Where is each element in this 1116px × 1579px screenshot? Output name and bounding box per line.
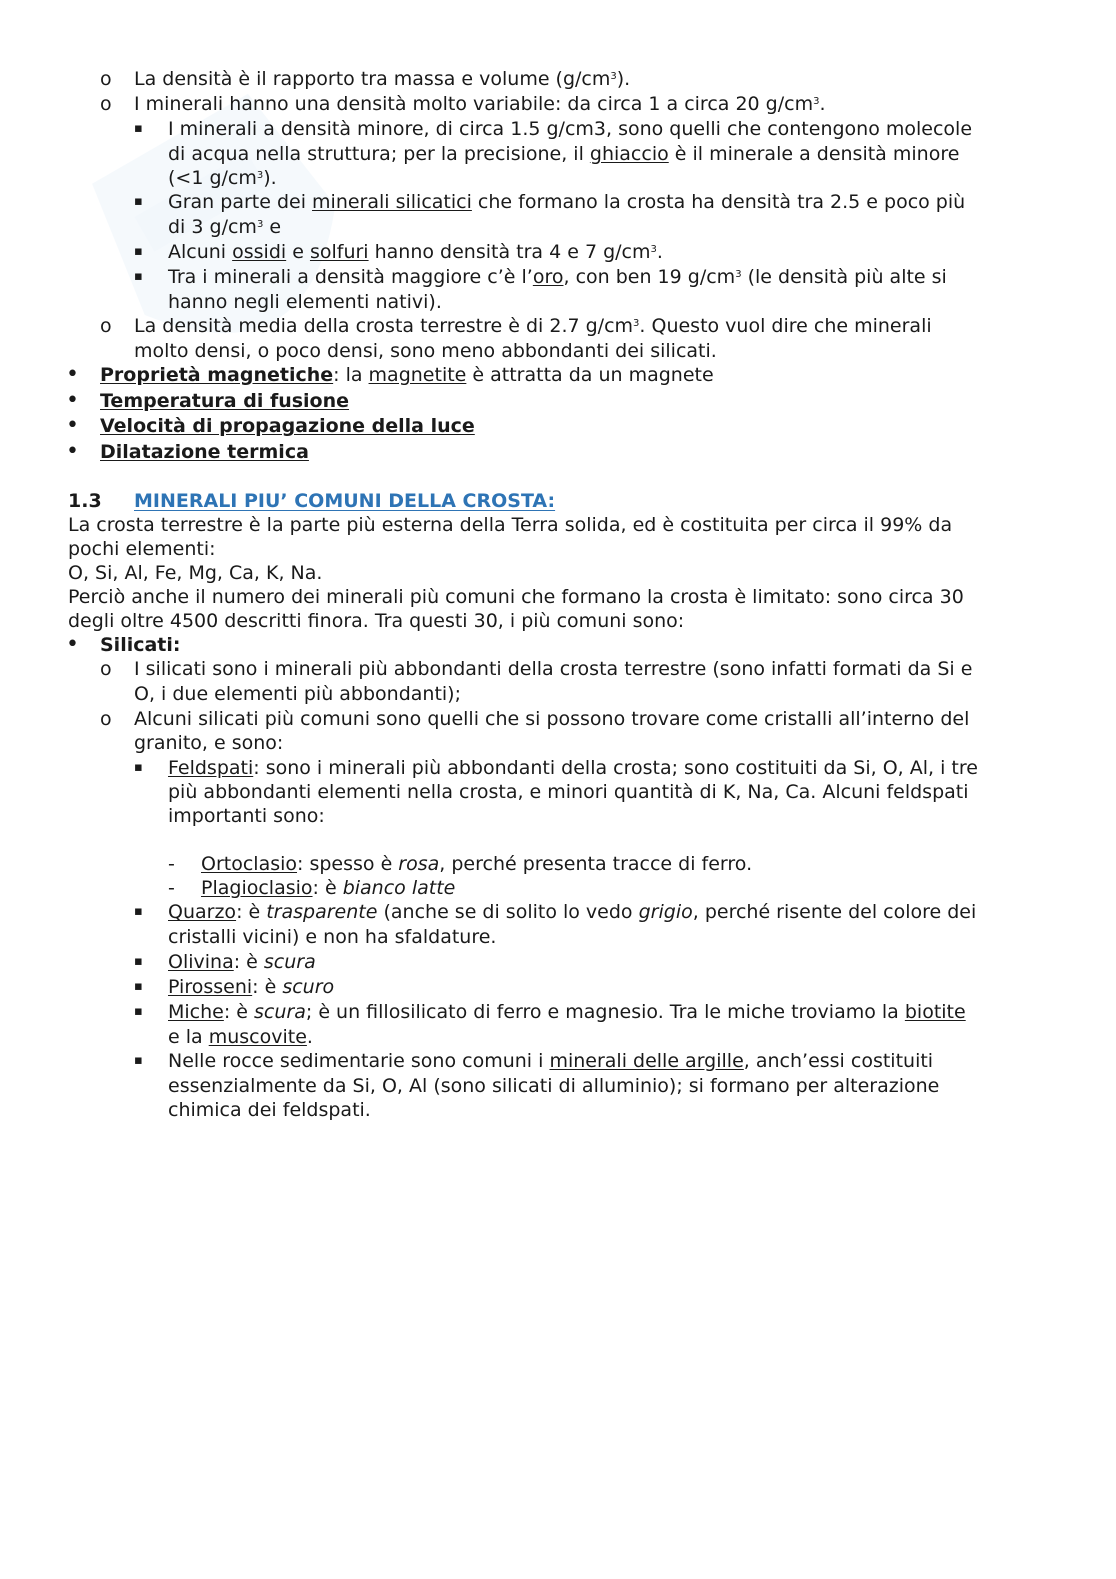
property-item: Temperatura di fusione — [100, 390, 350, 412]
bullet-marker: • — [66, 439, 79, 464]
square-bullet-marker: ▪ — [134, 244, 143, 259]
square-bullet-marker: ▪ — [134, 760, 143, 775]
list-item: Miche: è scura; è un fillosilicato di ferro e magnesio. Tra le miche troviamo la biotite — [168, 1001, 966, 1023]
list-item-continuation: granito, e sono: — [134, 732, 284, 754]
list-item: Tra i minerali a densità maggiore c’è l’oro, con ben 19 $g/cm^3$ (le densità più alte si — [168, 266, 947, 288]
square-bullet-marker: ▪ — [134, 979, 143, 994]
bullet-marker: • — [66, 362, 79, 387]
list-item: I minerali a densità minore, di circa 1.5 g/cm3, sono quelli che contengono molecole — [168, 118, 973, 140]
list-item: Ortoclasio: spesso è rosa, perché presenta tracce di ferro. — [201, 853, 753, 875]
bullet-marker: • — [66, 413, 79, 438]
paragraph-line: pochi elementi: — [68, 538, 216, 560]
property-item: Velocità di propagazione della luce — [100, 415, 475, 437]
list-item: Alcuni ossidi e solfuri hanno densità tra 4 e 7 $g/cm^3$. — [168, 241, 663, 263]
list-item-continuation: molto densi, o poco densi, sono meno abbondanti dei silicati. — [134, 340, 717, 362]
list-item-continuation: hanno negli elementi nativi). — [168, 291, 442, 313]
dash-marker: - — [168, 877, 175, 899]
square-bullet-marker: ▪ — [134, 954, 143, 969]
list-item: Nelle rocce sedimentarie sono comuni i minerali delle argille, anch’essi costituiti — [168, 1050, 934, 1072]
property-item: Dilatazione termica — [100, 441, 309, 463]
square-bullet-marker: ▪ — [134, 904, 143, 919]
property-item: Proprietà magnetiche: la magnetite è attratta da un magnete — [100, 364, 714, 386]
square-bullet-marker: ▪ — [134, 269, 143, 284]
list-item: La densità media della crosta terrestre è di 2.7 $g/cm^3$. Questo vuol dire che minerali — [134, 315, 932, 337]
square-bullet-marker: ▪ — [134, 194, 143, 209]
square-bullet-marker: ▪ — [134, 121, 143, 136]
sub-bullet-marker: o — [100, 68, 112, 90]
list-item: Pirosseni: è scuro — [168, 976, 335, 998]
list-item: La densità è il rapporto tra massa e volume $(g/cm^3)$. — [134, 68, 631, 90]
bullet-marker: • — [66, 632, 79, 657]
list-item-continuation: (<1 $g/cm^3$). — [168, 167, 277, 189]
section-number: 1.3 — [68, 490, 102, 512]
square-bullet-marker: ▪ — [134, 1053, 143, 1068]
paragraph-line: O, Si, Al, Fe, Mg, Ca, K, Na. — [68, 562, 323, 584]
list-item: Alcuni silicati più comuni sono quelli che si possono trovare come cristalli all’interno del — [134, 708, 970, 730]
list-item: I silicati sono i minerali più abbondanti della crosta terrestre (sono infatti formati da Si e — [134, 658, 973, 680]
list-item: Plagioclasio: è bianco latte — [201, 877, 456, 899]
list-item-continuation: più abbondanti elementi nella crosta, e minori quantità di K, Na, Ca. Alcuni feldspati — [168, 781, 969, 803]
list-item: Quarzo: è trasparente (anche se di solito lo vedo grigio, perché risente del colore dei — [168, 901, 977, 923]
square-bullet-marker: ▪ — [134, 1004, 143, 1019]
list-item: Feldspati: sono i minerali più abbondanti della crosta; sono costituiti da Si, O, Al, i tre — [168, 757, 978, 779]
list-item-continuation: O, i due elementi più abbondanti); — [134, 683, 461, 705]
paragraph-line: Perciò anche il numero dei minerali più comuni che formano la crosta è limitato: sono circa 30 — [68, 586, 964, 608]
list-item-continuation: e la muscovite. — [168, 1026, 313, 1048]
list-item-continuation: chimica dei feldspati. — [168, 1099, 371, 1121]
sub-bullet-marker: o — [100, 93, 112, 115]
list-item-continuation: importanti sono: — [168, 805, 325, 827]
list-item-continuation: essenzialmente da Si, O, Al (sono silicati di alluminio); si formano per alterazione — [168, 1075, 940, 1097]
silicates-heading: Silicati: — [100, 634, 181, 656]
list-item-continuation: di acqua nella struttura; per la precisione, il ghiaccio è il minerale a densità minore — [168, 143, 960, 165]
section-title: MINERALI PIU’ COMUNI DELLA CROSTA: — [134, 490, 556, 512]
list-item: Olivina: è scura — [168, 951, 316, 973]
list-item: I minerali hanno una densità molto variabile: da circa 1 a circa 20 $g/cm^3$. — [134, 93, 826, 115]
sub-bullet-marker: o — [100, 315, 112, 337]
sub-bullet-marker: o — [100, 658, 112, 680]
paragraph-line: degli oltre 4500 descritti finora. Tra questi 30, i più comuni sono: — [68, 610, 685, 632]
list-item: Gran parte dei minerali silicatici che formano la crosta ha densità tra 2.5 e poco più — [168, 191, 966, 213]
bullet-marker: • — [66, 388, 79, 413]
dash-marker: - — [168, 853, 175, 875]
sub-bullet-marker: o — [100, 708, 112, 730]
list-item-continuation: cristalli vicini) e non ha sfaldature. — [168, 926, 497, 948]
paragraph-line: La crosta terrestre è la parte più esterna della Terra solida, ed è costituita per circa il 99% da — [68, 514, 953, 536]
list-item-continuation: di 3 $g/cm^3$ e — [168, 216, 282, 238]
